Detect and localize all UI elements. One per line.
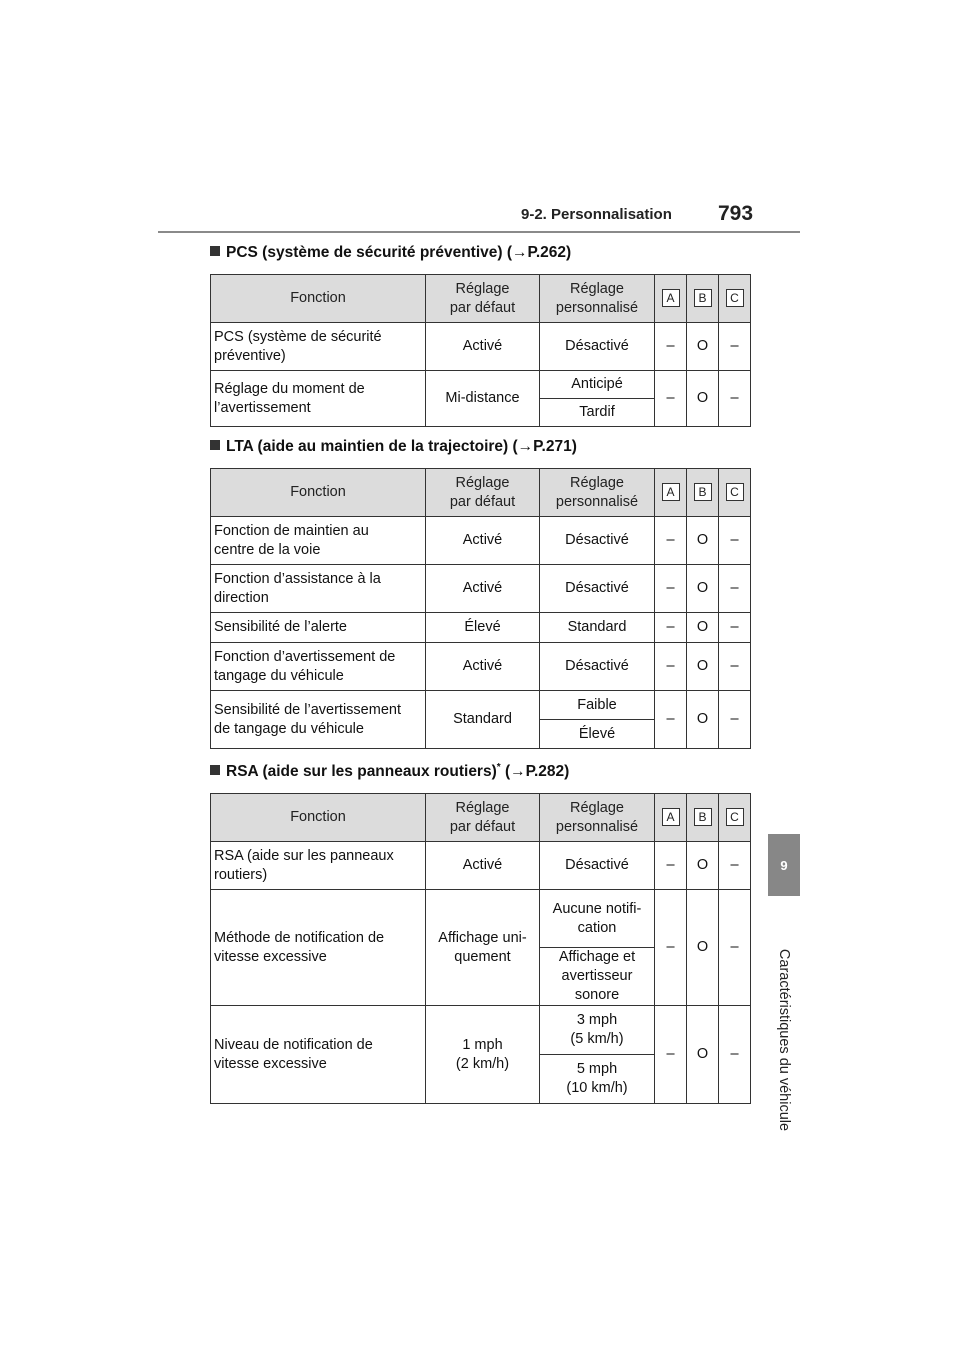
section-heading: PCS (système de sécurité préventive) (→P.262) [210,244,571,262]
default-value-cell: Affichage uni- quement [426,890,540,1006]
mark-a-cell: – [655,565,687,613]
mark-a-cell: – [655,1006,687,1104]
custom-value-cell: Désactivé [540,517,655,565]
column-header-a [655,275,687,323]
header-divider [158,231,800,233]
column-header-function: Fonction [211,794,426,842]
column-header-custom: Réglage personnalisé [540,275,655,323]
custom-value-cell: Standard [540,613,655,643]
mark-c-cell: – [719,643,751,691]
column-badge-b: B [694,289,712,307]
mark-b-cell: O [687,613,719,643]
custom-value-cell: Désactivé [540,842,655,890]
table-row [211,565,751,613]
default-value-cell: Activé [426,842,540,890]
custom-value-cell: Désactivé [540,565,655,613]
column-header-default: Réglage par défaut [426,275,540,323]
mark-a-cell: – [655,643,687,691]
table-row [211,890,751,948]
function-cell: Fonction d’assistance à la direction [211,565,426,613]
column-badge-b: B [694,483,712,501]
column-badge-c: C [726,289,744,307]
table-row [211,517,751,565]
table-row [211,842,751,890]
mark-c-cell: – [719,371,751,427]
square-bullet-icon [210,765,220,775]
mark-a-cell: – [655,890,687,1006]
custom-value-cell: Tardif [540,399,655,427]
mark-b-cell: O [687,890,719,1006]
custom-value-cell: Désactivé [540,643,655,691]
column-badge-a: A [662,289,680,307]
function-cell: Fonction de maintien au centre de la voie [211,517,426,565]
default-value-cell: Activé [426,517,540,565]
mark-a-cell: – [655,371,687,427]
function-cell: Méthode de notification de vitesse excessive [211,890,426,1006]
table-row [211,613,751,643]
column-header-function: Fonction [211,275,426,323]
mark-c-cell: – [719,323,751,371]
column-header-c [719,794,751,842]
column-header-default: Réglage par défaut [426,794,540,842]
mark-b-cell: O [687,643,719,691]
column-badge-c: C [726,483,744,501]
default-value-cell: Activé [426,643,540,691]
table-row [211,371,751,399]
mark-a-cell: – [655,517,687,565]
mark-b-cell: O [687,691,719,749]
section-title: 9-2. Personnalisation [521,206,672,223]
custom-value-cell: 3 mph (5 km/h) [540,1006,655,1055]
column-header-c [719,469,751,517]
column-header-b [687,275,719,323]
settings-table [210,793,751,1104]
mark-b-cell: O [687,842,719,890]
column-header-b [687,794,719,842]
function-cell: Réglage du moment de l’avertissement [211,371,426,427]
default-value-cell: Élevé [426,613,540,643]
custom-value-cell: 5 mph (10 km/h) [540,1055,655,1104]
column-header-b [687,469,719,517]
table-row [211,643,751,691]
mark-b-cell: O [687,1006,719,1104]
function-cell: Sensibilité de l’avertissement de tangage du véhicule [211,691,426,749]
page-number: 793 [718,202,754,225]
mark-c-cell: – [719,517,751,565]
column-header-custom: Réglage personnalisé [540,469,655,517]
custom-value-cell: Aucune notifi- cation [540,890,655,948]
function-cell: Niveau de notification de vitesse excessive [211,1006,426,1104]
column-header-a [655,794,687,842]
table-row [211,691,751,720]
custom-value-cell: Faible [540,691,655,720]
table-row [211,323,751,371]
column-header-default: Réglage par défaut [426,469,540,517]
mark-b-cell: O [687,517,719,565]
default-value-cell: Activé [426,565,540,613]
custom-value-cell: Anticipé [540,371,655,399]
settings-table [210,468,751,749]
settings-table [210,274,751,427]
mark-a-cell: – [655,842,687,890]
mark-a-cell: – [655,691,687,749]
column-badge-a: A [662,483,680,501]
function-cell: PCS (système de sécurité préventive) [211,323,426,371]
mark-c-cell: – [719,613,751,643]
mark-b-cell: O [687,565,719,613]
square-bullet-icon [210,246,220,256]
mark-b-cell: O [687,371,719,427]
function-cell: Fonction d’avertissement de tangage du véhicule [211,643,426,691]
column-header-function: Fonction [211,469,426,517]
column-badge-c: C [726,808,744,826]
mark-a-cell: – [655,613,687,643]
custom-value-cell: Désactivé [540,323,655,371]
chapter-tab: 9 [768,834,800,896]
custom-value-cell: Affichage et avertisseur sonore [540,948,655,1006]
mark-b-cell: O [687,323,719,371]
column-badge-a: A [662,808,680,826]
chapter-label: Caractéristiques du véhicule [776,948,792,1132]
default-value-cell: Mi-distance [426,371,540,427]
section-heading: RSA (aide sur les panneaux routiers)* (→P.282) [210,762,569,781]
function-cell: RSA (aide sur les panneaux routiers) [211,842,426,890]
mark-c-cell: – [719,691,751,749]
default-value-cell: Activé [426,323,540,371]
default-value-cell: 1 mph (2 km/h) [426,1006,540,1104]
mark-a-cell: – [655,323,687,371]
mark-c-cell: – [719,890,751,1006]
column-badge-b: B [694,808,712,826]
section-heading: LTA (aide au maintien de la trajectoire) (→P.271) [210,438,577,456]
mark-c-cell: – [719,565,751,613]
mark-c-cell: – [719,1006,751,1104]
default-value-cell: Standard [426,691,540,749]
function-cell: Sensibilité de l’alerte [211,613,426,643]
column-header-a [655,469,687,517]
square-bullet-icon [210,440,220,450]
mark-c-cell: – [719,842,751,890]
column-header-c [719,275,751,323]
custom-value-cell: Élevé [540,720,655,749]
table-row [211,1006,751,1055]
column-header-custom: Réglage personnalisé [540,794,655,842]
